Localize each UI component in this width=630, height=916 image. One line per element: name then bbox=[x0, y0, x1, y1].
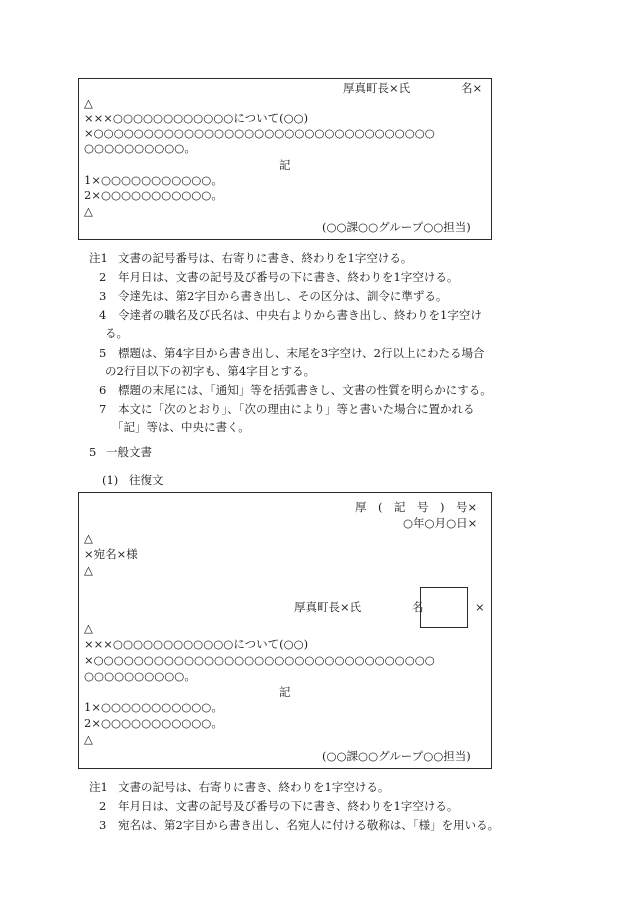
blank-marker: △ bbox=[84, 96, 93, 110]
addressee-line: ×宛名×様 bbox=[84, 547, 138, 561]
body-line: ×○○○○○○○○○○○○○○○○○○○○○○○○○○○○○○○○○○ bbox=[84, 653, 435, 667]
sender-title: 厚真町長×氏 bbox=[343, 81, 411, 95]
body-line: ○○○○○○○○○○。 bbox=[84, 141, 196, 155]
seal-box bbox=[420, 587, 468, 628]
note-continuation: る。 bbox=[105, 326, 128, 340]
note-text: 文書の記号番号は、右寄りに書き、終わりを1字空ける。 bbox=[118, 251, 413, 265]
note-number: 2 bbox=[99, 270, 107, 284]
section-number: 5 bbox=[89, 445, 97, 459]
note-text: 年月日は、文書の記号及び番号の下に書き、終わりを1字空ける。 bbox=[118, 270, 459, 284]
blank-marker: △ bbox=[84, 563, 93, 577]
blank-marker: △ bbox=[84, 204, 93, 218]
sender-name: 名× bbox=[461, 81, 483, 95]
sender-name: 名 bbox=[412, 600, 424, 614]
note-number: 6 bbox=[99, 383, 107, 397]
contact-line: (○○課○○グループ○○担当) bbox=[322, 749, 471, 763]
subject-line: ×××○○○○○○○○○○○○について(○○) bbox=[84, 637, 309, 651]
contact-line: (○○課○○グループ○○担当) bbox=[322, 220, 471, 234]
note-text: 標題の末尾には、「通知」等を括弧書きし、文書の性質を明らかにする。 bbox=[118, 383, 492, 397]
note-number: 3 bbox=[99, 818, 107, 832]
ki-heading: 記 bbox=[279, 158, 291, 172]
body-line: ○○○○○○○○○○。 bbox=[84, 669, 196, 683]
date-line: ○年○月○日× bbox=[403, 516, 478, 530]
subsection-number: (1) bbox=[102, 473, 119, 487]
note-number: 3 bbox=[99, 289, 107, 303]
note-text: 本文に「次のとおり」、「次の理由により」等と書いた場合に置かれる bbox=[118, 402, 475, 416]
subsection-title: 往復文 bbox=[129, 473, 164, 487]
note-number: 2 bbox=[99, 799, 107, 813]
doc-number-line: 厚 ( 記 号 ) 号× bbox=[355, 500, 478, 514]
note-text: 年月日は、文書の記号及び番号の下に書き、終わりを1字空ける。 bbox=[118, 799, 459, 813]
blank-marker: △ bbox=[84, 531, 93, 545]
note-number: 5 bbox=[99, 346, 107, 360]
note-text: 令達先は、第2字目から書き出し、その区分は、訓令に準ずる。 bbox=[118, 289, 448, 303]
list-item: 2×○○○○○○○○○○○。 bbox=[84, 716, 223, 730]
list-item: 1×○○○○○○○○○○○。 bbox=[84, 173, 223, 187]
note-continuation: 「記」等は、中央に書く。 bbox=[112, 420, 250, 434]
note-text: 標題は、第4字目から書き出し、末尾を3字空け、2行以上にわたる場合 bbox=[118, 346, 485, 360]
body-line: ×○○○○○○○○○○○○○○○○○○○○○○○○○○○○○○○○○○ bbox=[84, 126, 435, 140]
blank-marker: △ bbox=[84, 621, 93, 635]
note-number: 注1 bbox=[89, 251, 108, 265]
blank-marker: △ bbox=[84, 732, 93, 746]
sender-title: 厚真町長×氏 bbox=[294, 600, 362, 614]
note-text: 文書の記号は、右寄りに書き、終わりを1字空ける。 bbox=[118, 780, 390, 794]
section-title: 一般文書 bbox=[106, 445, 152, 459]
note-text: 宛名は、第2字目から書き出し、名宛人に付ける敬称は、「様」を用いる。 bbox=[118, 818, 500, 832]
note-number: 注1 bbox=[89, 780, 108, 794]
ki-heading: 記 bbox=[279, 685, 291, 699]
subject-line: ×××○○○○○○○○○○○○について(○○) bbox=[84, 111, 309, 125]
sender-end-marker: × bbox=[475, 600, 485, 614]
note-text: 令達者の職名及び氏名は、中央右よりから書き出し、終わりを1字空け bbox=[118, 308, 482, 322]
note-number: 7 bbox=[99, 402, 107, 416]
note-continuation: の2行目以下の初字も、第4字目とする。 bbox=[105, 364, 316, 378]
list-item: 1×○○○○○○○○○○○。 bbox=[84, 700, 223, 714]
note-number: 4 bbox=[99, 308, 107, 322]
list-item: 2×○○○○○○○○○○○。 bbox=[84, 188, 223, 202]
